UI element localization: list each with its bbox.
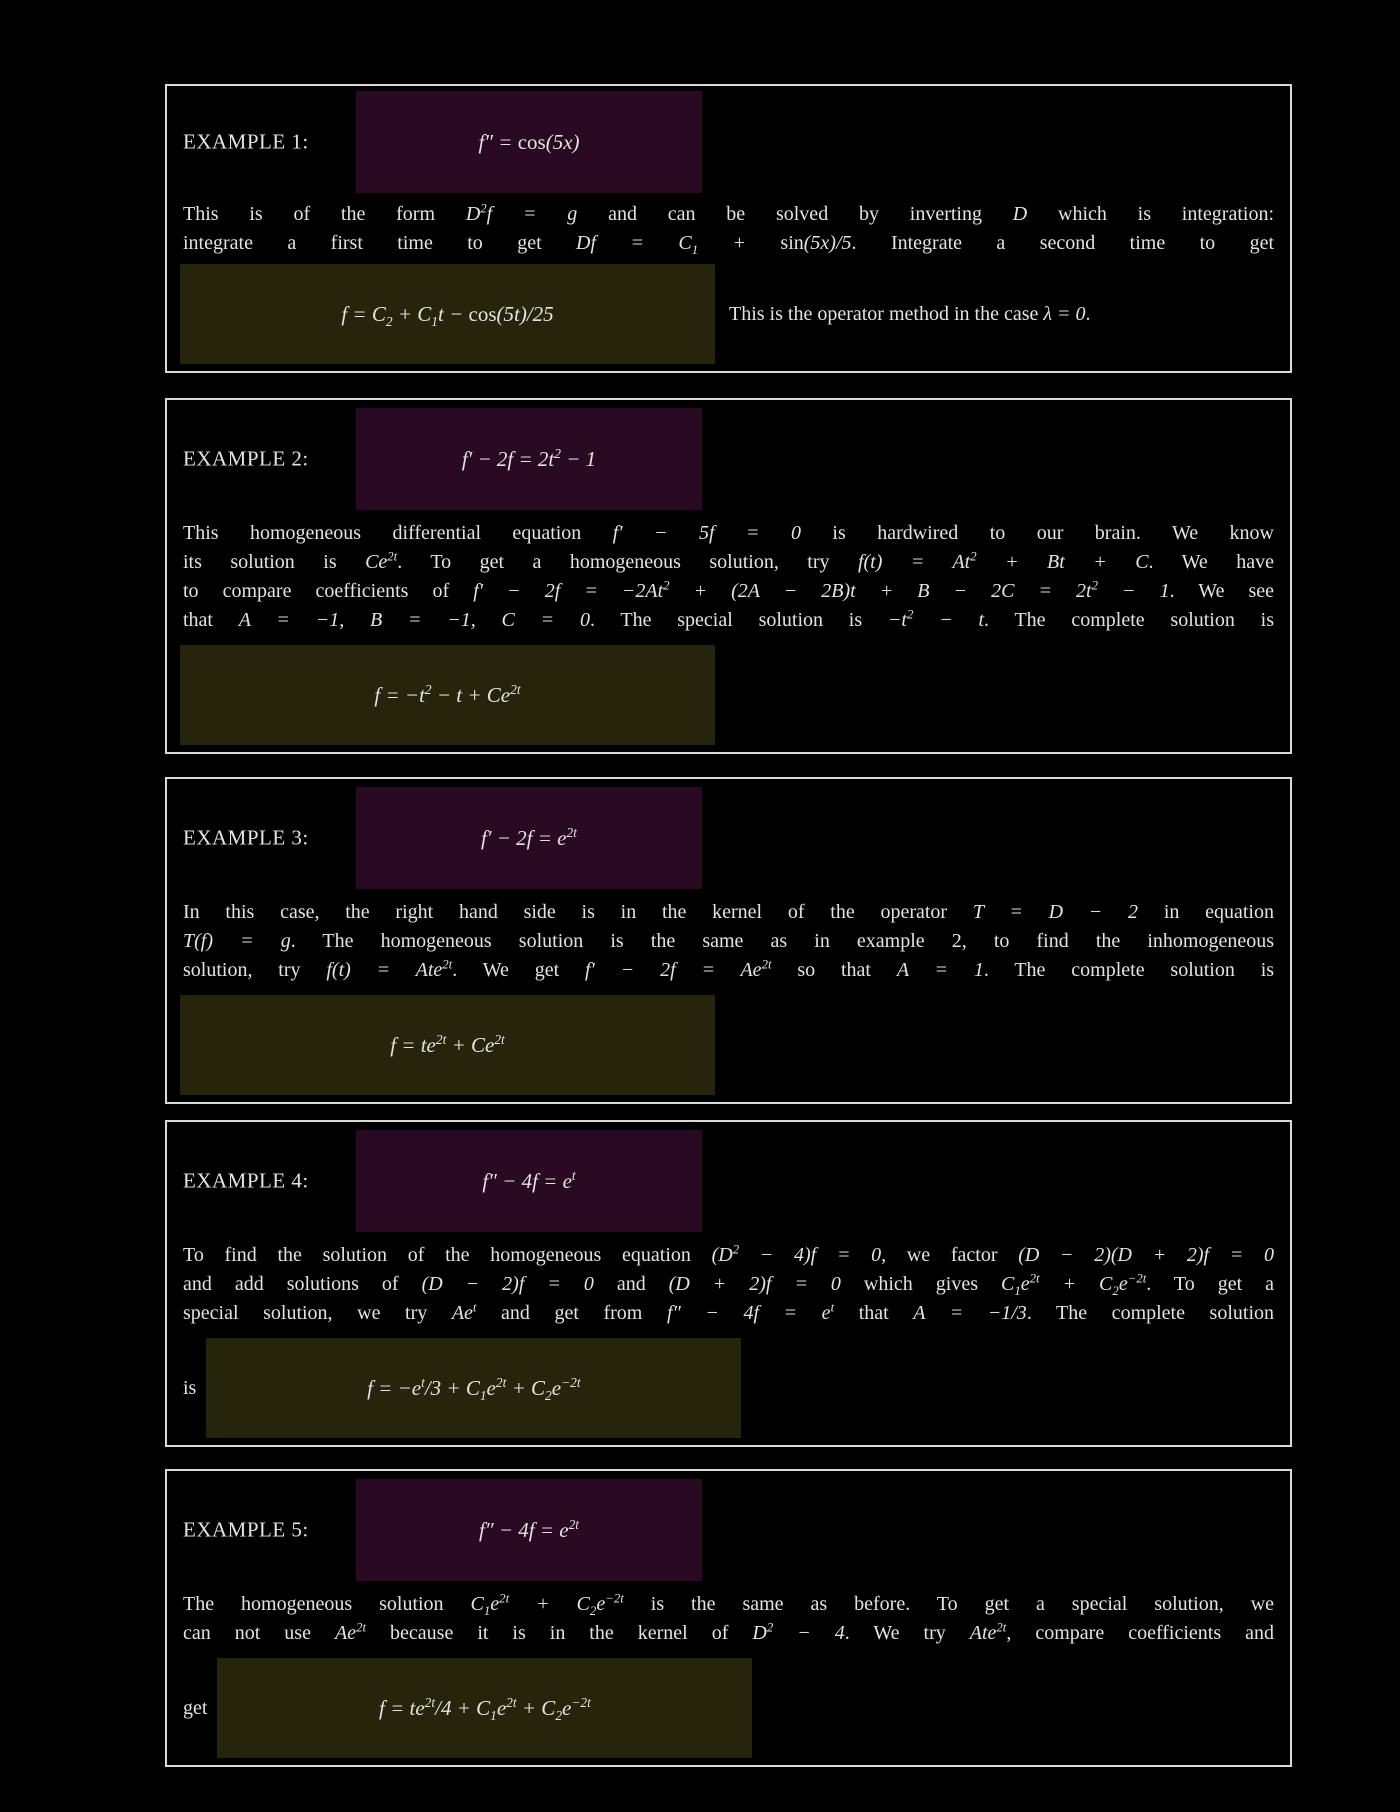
equation-highlight <box>356 91 702 193</box>
body-paragraph <box>183 898 1274 985</box>
solution-text: $f = te^{2t}/4 + C_1e^{2t} + C_2e^{-2t}$ <box>378 1694 591 1723</box>
body-line: To find the solution of the homogeneous equation $(D^2 - 4)f = 0$, we factor (D − 2)(D + 2)f = 0 <box>183 1242 1275 1266</box>
equation-text: $f'' - 4f = e^t$ <box>482 1167 576 1193</box>
body-line: that A = −1, B = −1, C = 0. The special solution is $-t^2 - t$. The complete solution is <box>183 607 1274 631</box>
equation-highlight <box>356 1130 702 1232</box>
example-3-panel <box>165 777 1292 1104</box>
body-paragraph <box>183 1241 1274 1328</box>
example-header <box>167 787 1290 889</box>
solution-row <box>180 995 1274 1095</box>
example-label: EXAMPLE 2: <box>183 446 309 471</box>
example-label: EXAMPLE 3: <box>183 825 309 850</box>
solution-text: $f = -e^t/3 + C_1e^{2t} + C_2e^{-2t}$ <box>367 1374 581 1403</box>
body-line: This is of the form $D^2f = g$ and can be solved by inverting D which is integration: <box>183 201 1274 225</box>
body-line: This homogeneous differential equation f′ − 5f = 0 is hardwired to our brain. We know <box>183 522 1274 544</box>
equation-highlight <box>356 787 702 889</box>
body-line: to compare coefficients of $f' - 2f = -2At^2 + (2A - 2B)t + B - 2C = 2t^2 - 1$. We see <box>183 578 1275 602</box>
solution-highlight <box>180 264 715 364</box>
body-line: special solution, we try Ae$^t$ and get from $f'' - 4f = e^t$ that A = −1/3. The complete solution <box>183 1300 1275 1324</box>
solution-highlight <box>180 995 715 1095</box>
body-paragraph <box>183 1590 1274 1648</box>
example-1-panel <box>165 84 1292 373</box>
solution-row <box>180 645 1274 745</box>
body-line: integrate a first time to get $Df = C_1 + \sin(5x)/5$. Integrate a second time to get <box>183 232 1274 257</box>
body-line: The homogeneous solution $C_1e^{2t} + C_2e^{-2t}$ is the same as before. To get a special solution, we <box>183 1591 1275 1618</box>
solution-note: This is the operator method in the case λ = 0. <box>729 302 1091 325</box>
example-header <box>167 408 1290 510</box>
body-line: T(f) = g. The homogeneous solution is the same as in example 2, to find the inhomogeneous <box>183 930 1274 952</box>
body-line: and add solutions of (D − 2)f = 0 and (D + 2)f = 0 which gives $C_1e^{2t} + C_2e^{-2t}$. To get a <box>183 1271 1275 1298</box>
body-line: its solution is $Ce^{2t}$. To get a homogeneous solution, try $f(t) = At^2 + Bt + C$. We have <box>183 549 1274 573</box>
example-5-panel <box>165 1469 1292 1767</box>
equation-text: $f' - 2f = e^{2t}$ <box>481 824 577 850</box>
solution-prefix: is <box>183 1376 197 1399</box>
example-header <box>167 91 1290 193</box>
body-line: solution, try f(t) = Ate$^{2t}$. We get $f' - 2f = Ae^{2t}$ so that A = 1. The complete solution is <box>183 957 1275 981</box>
solution-highlight <box>217 1658 752 1758</box>
example-header <box>167 1130 1290 1232</box>
solution-row <box>180 1658 1274 1758</box>
body-paragraph <box>183 519 1274 635</box>
solution-row <box>180 1338 1274 1438</box>
body-line: can not use $Ae^{2t}$ because it is in the kernel of $D^2 - 4$. We try Ate$^{2t}$, compare coefficients and <box>183 1620 1274 1644</box>
solution-text: $f = -t^2 - t + Ce^{2t}$ <box>374 681 521 707</box>
equation-text: f″ = cos(5x) <box>478 129 580 154</box>
solution-prefix: get <box>183 1696 208 1719</box>
solution-row <box>180 264 1274 364</box>
equation-text: $f'' - 4f = e^{2t}$ <box>478 1516 580 1542</box>
example-label: EXAMPLE 1: <box>183 129 309 154</box>
solution-highlight <box>180 645 715 745</box>
equation-highlight <box>356 408 702 510</box>
example-4-panel <box>165 1120 1292 1447</box>
body-line: In this case, the right hand side is in the kernel of the operator T = D − 2 in equation <box>183 901 1274 923</box>
solution-text: $f = te^{2t} + Ce^{2t}$ <box>390 1031 505 1057</box>
example-label: EXAMPLE 4: <box>183 1168 309 1193</box>
solution-text: $f = C_2 + C_1t - \cos(5t)/25$ <box>341 301 554 329</box>
equation-highlight <box>356 1479 702 1581</box>
example-label: EXAMPLE 5: <box>183 1517 309 1542</box>
body-paragraph <box>183 200 1274 258</box>
example-header <box>167 1479 1290 1581</box>
solution-highlight <box>206 1338 741 1438</box>
equation-text: $f' - 2f = 2t^2 - 1$ <box>461 445 597 471</box>
example-2-panel <box>165 398 1292 754</box>
